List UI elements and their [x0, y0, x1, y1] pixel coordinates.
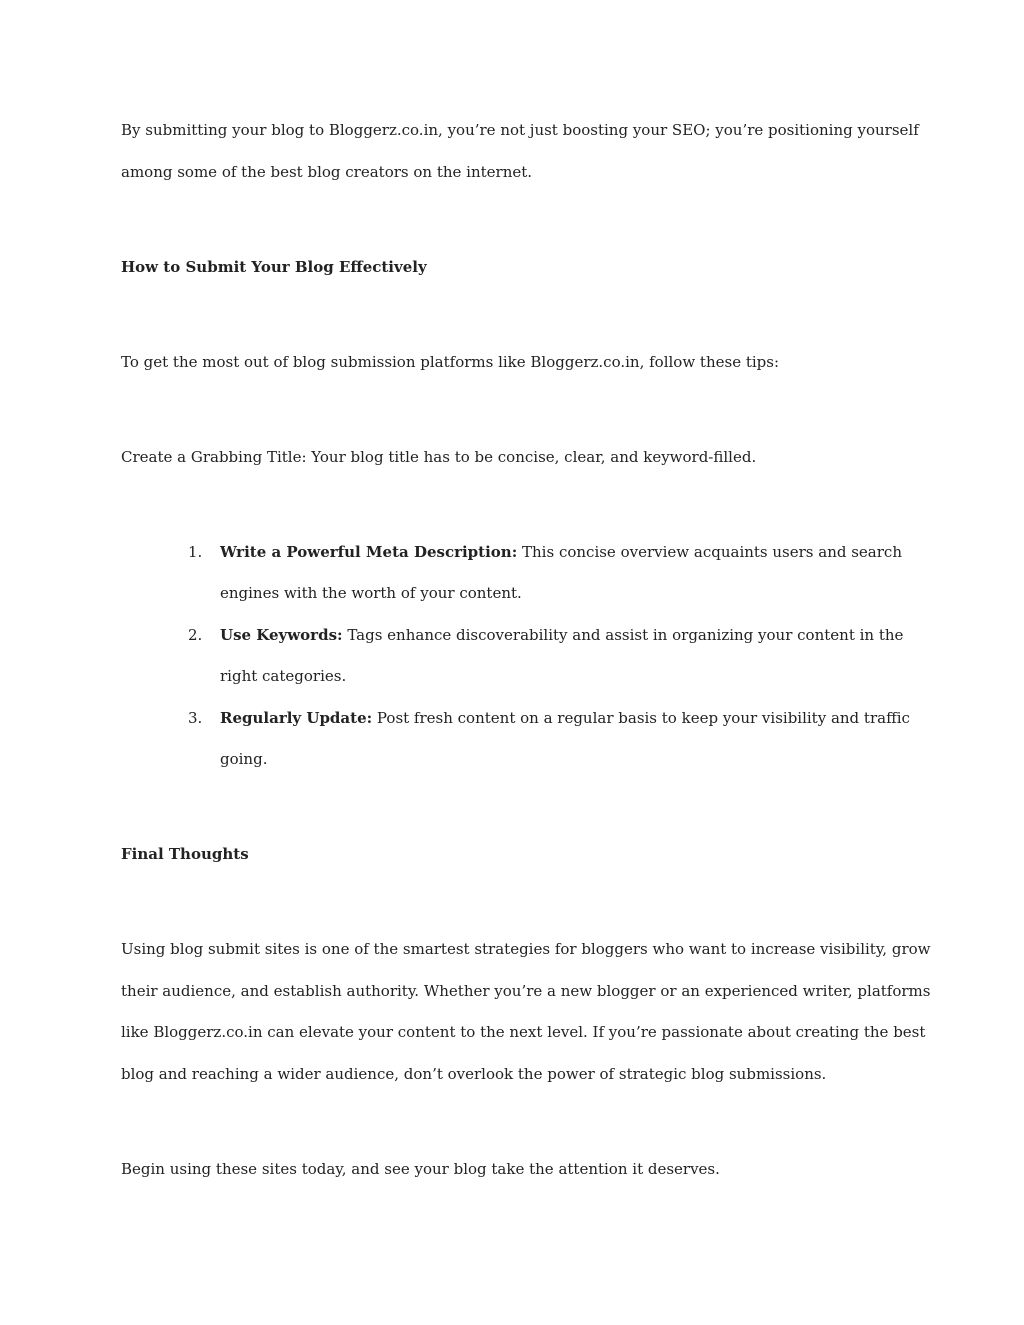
closing-line: Begin using these sites today, and see your blog take the attention it deserves.	[121, 1160, 720, 1178]
list-item-text: Post fresh content on a regular basis to keep your visibility and traffic	[372, 709, 910, 727]
list-item-text: This concise overview acquaints users and search	[517, 543, 902, 561]
list-number: 3.	[188, 709, 203, 727]
list-item-meta-line-1	[220, 542, 902, 562]
final-para-line-2: their audience, and establish authority. Whether you’re a new blogger or an experienced writer, platforms	[121, 982, 931, 1000]
list-number: 2.	[188, 626, 203, 644]
list-item-update-line-2: going.	[220, 750, 268, 768]
intro-line-1: By submitting your blog to Bloggerz.co.in, you’re not just boosting your SEO; you’re positioning yourself	[121, 121, 919, 139]
final-para-line-3: like Bloggerz.co.in can elevate your content to the next level. If you’re passionate about creating the best	[121, 1023, 926, 1041]
list-number: 1.	[188, 543, 203, 561]
list-item-meta-line-2: engines with the worth of your content.	[220, 584, 522, 602]
section-heading-final-thoughts: Final Thoughts	[121, 845, 249, 863]
final-para-line-1: Using blog submit sites is one of the smartest strategies for bloggers who want to increase visibility, grow	[121, 940, 931, 958]
section-heading-submit: How to Submit Your Blog Effectively	[121, 258, 427, 276]
list-item-text: Tags enhance discoverability and assist in organizing your content in the	[342, 626, 904, 644]
list-item-title: Regularly Update:	[220, 709, 373, 727]
list-item-keywords-line-2: right categories.	[220, 667, 347, 685]
list-item-title: Use Keywords:	[220, 626, 343, 644]
tips-intro: To get the most out of blog submission platforms like Bloggerz.co.in, follow these tips:	[121, 353, 780, 371]
final-para-line-4: blog and reaching a wider audience, don’t overlook the power of strategic blog submissions.	[121, 1065, 827, 1083]
tip-title: Create a Grabbing Title: Your blog title has to be concise, clear, and keyword-filled.	[121, 448, 757, 466]
list-item-title: Write a Powerful Meta Description:	[220, 543, 518, 561]
list-item-keywords-line-1	[220, 625, 903, 645]
list-item-update-line-1	[220, 708, 910, 728]
intro-line-2: among some of the best blog creators on the internet.	[121, 163, 533, 181]
